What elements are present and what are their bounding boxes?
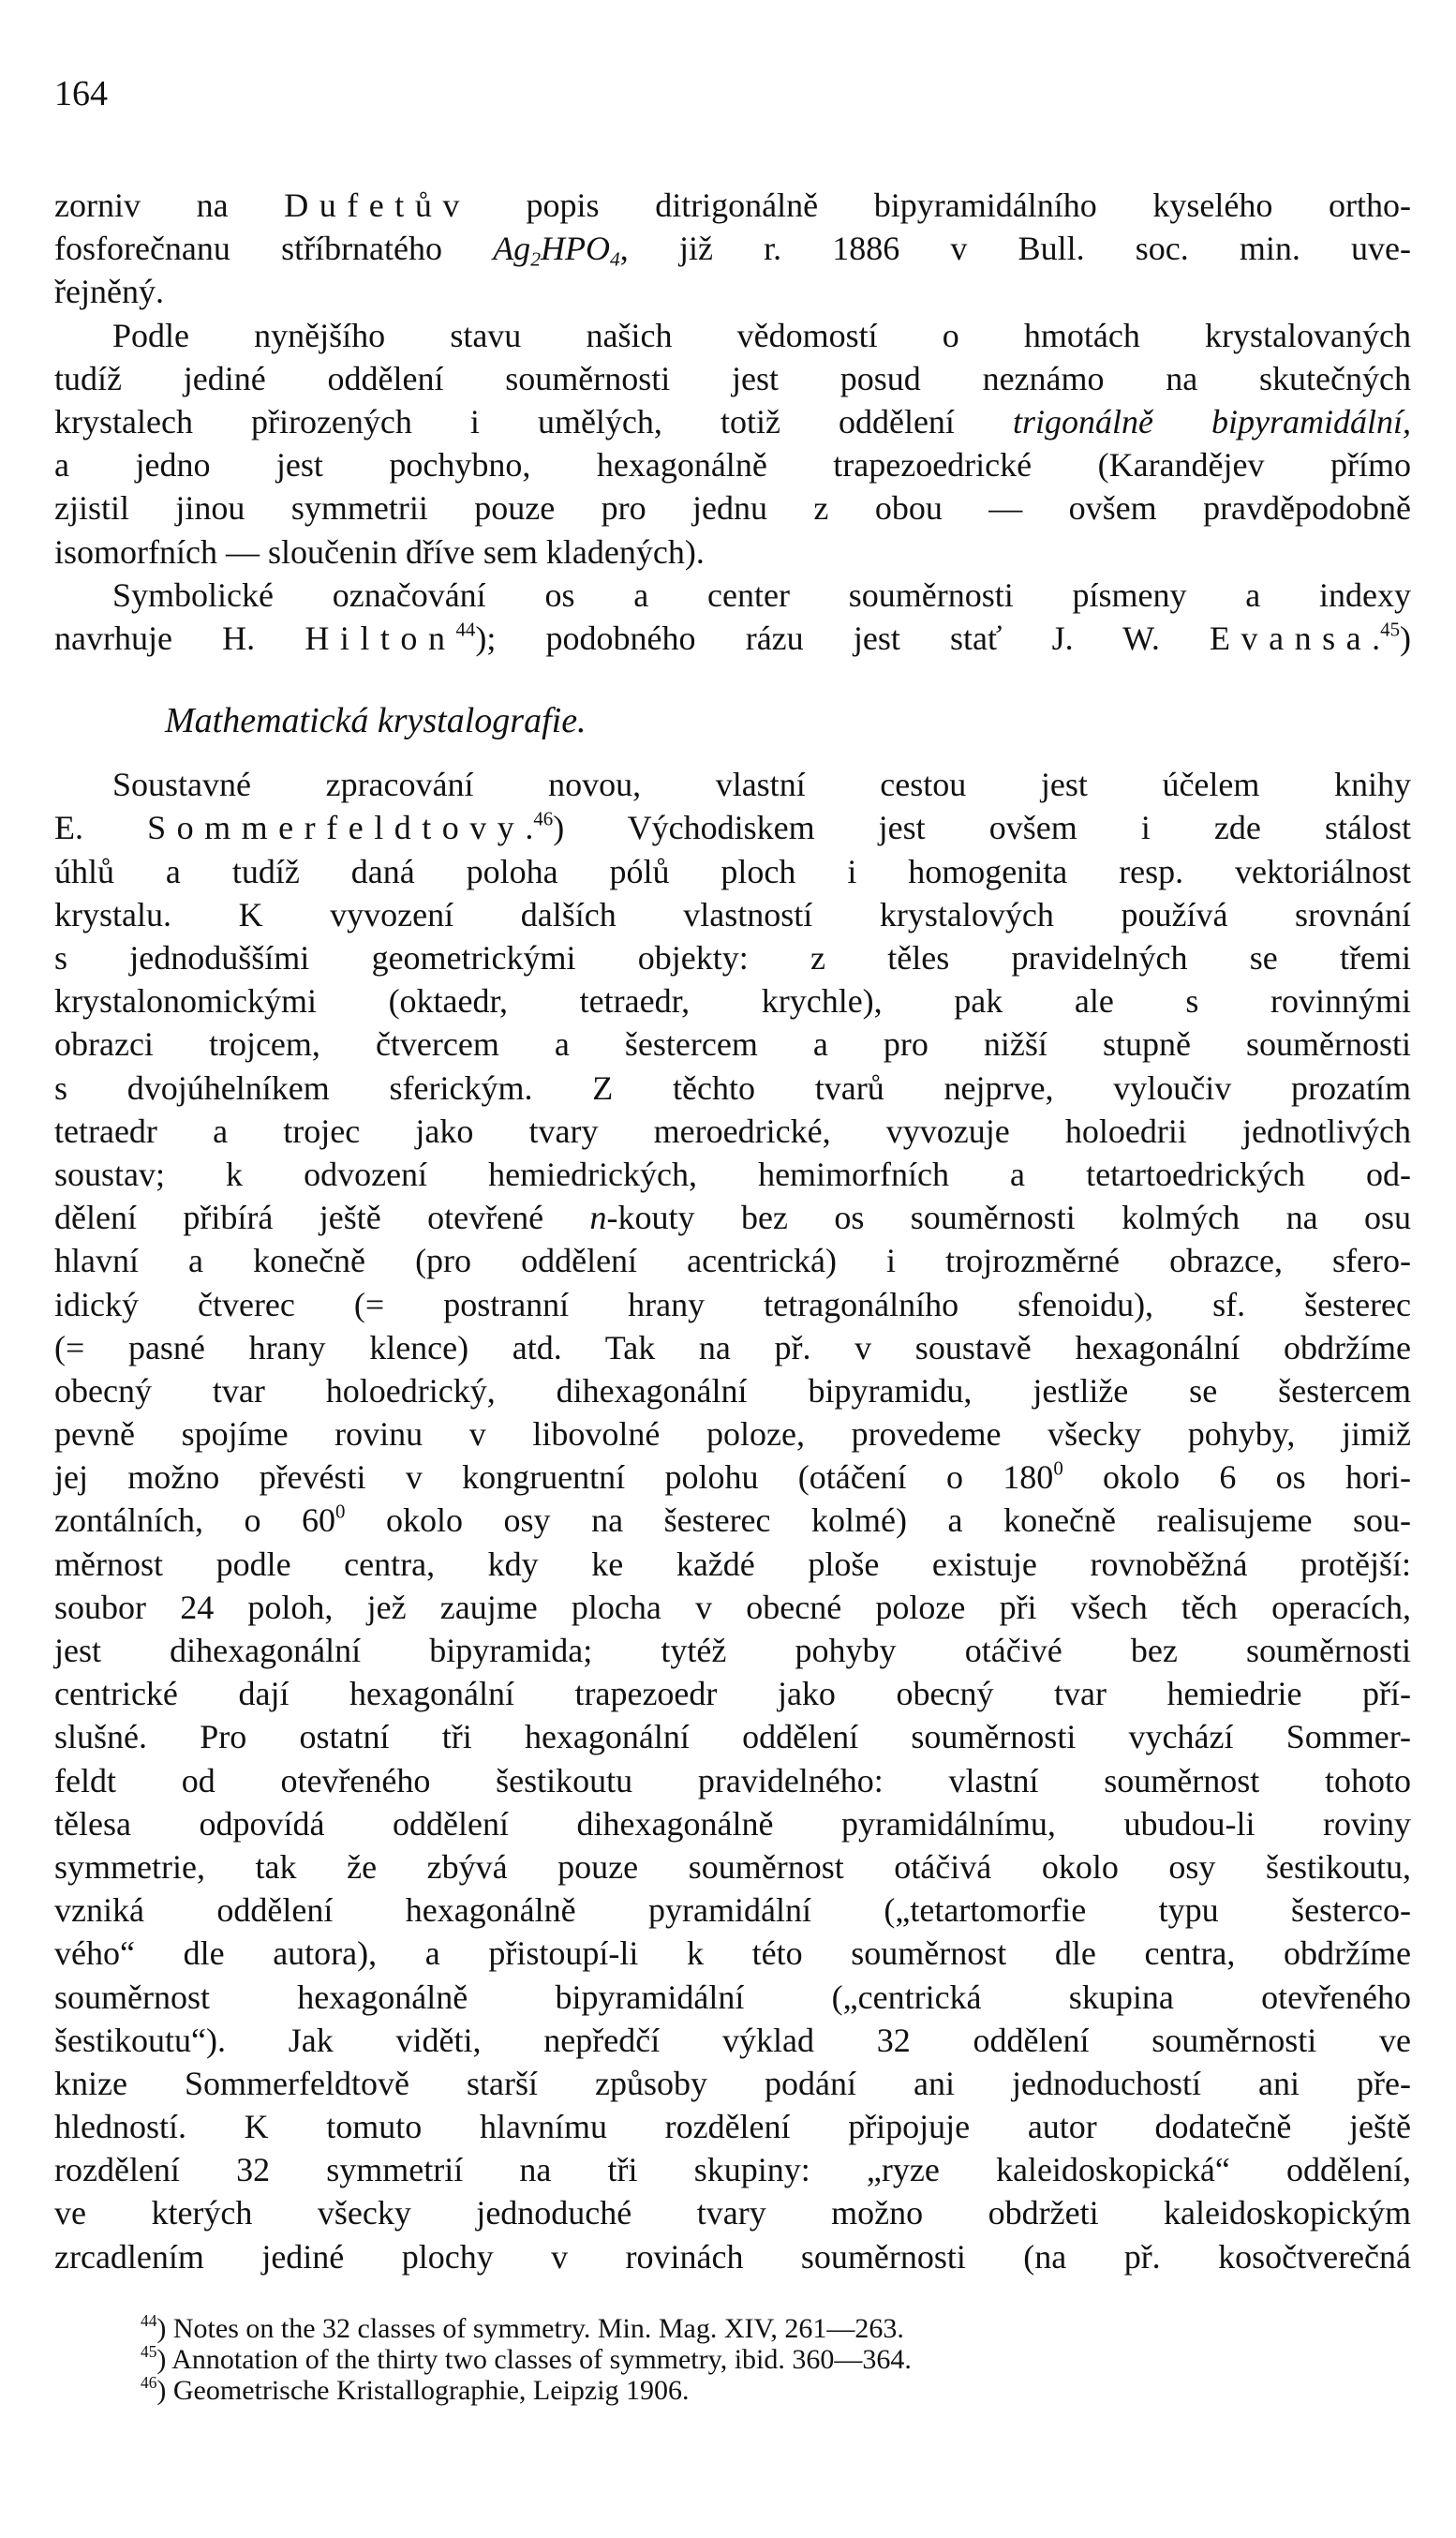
text-line: zontálních, o $60^0$ okolo osy na šesterec kolmé) a konečně realisujeme sou-: [54, 1500, 1411, 1540]
text-line: vzniká oddělení hexagonálně pyramidální („tetartomorfie typu šesterco-: [54, 1891, 1411, 1930]
text-line: krystalech přirozených i umělých, totiž oddělení trigonálně bipyramidální,: [54, 402, 1411, 440]
text-line: soubor 24 poloh, jež zaujme plocha v obecné poloze při všech těch operacích,: [54, 1588, 1411, 1626]
text-line: tetraedr a trojec jako tvary meroedrické, vyvozuje holoedrii jednotlivých: [54, 1112, 1411, 1150]
text-line: dělení přibírá ještě otevřené n-kouty bez os souměrnosti kolmých na osu: [54, 1199, 1412, 1237]
text-line: soustav; k odvození hemiedrických, hemimorfních a tetartoedrických od-: [54, 1155, 1411, 1193]
body-text: [54, 184, 1411, 2278]
text-line: feldt od otevřeného šestikoutu pravidelného: vlastní souměrnost tohoto: [54, 1761, 1411, 1799]
page-number: 164: [54, 74, 108, 113]
text-line: úhlů a tudíž daná poloha pólů ploch i homogenita resp. vektoriálnost: [54, 852, 1411, 890]
footnote: $^{45}$) Annotation of the thirty two classes of symmetry, ibid. 360—364.: [141, 2341, 912, 2375]
text-line: obecný tvar holoedrický, dihexagonální bipyramidu, jestliže se šestercem: [54, 1371, 1411, 1410]
emphasis: trigonálně bipyramidální,: [1012, 402, 1411, 440]
text-line: zrcadlením jediné plochy v rovinách souměrnosti (na př. kosočtverečná: [54, 2237, 1411, 2276]
text-line: šestikoutu“). Jak viděti, nepředčí výklad 32 oddělení souměrnosti ve: [54, 2021, 1411, 2059]
text-line: s jednoduššími geometrickými objekty: z těles pravidelných se třemi: [54, 939, 1411, 977]
text-line: vého“ dle autora), a přistoupí-li k této souměrnost dle centra, obdržíme: [54, 1934, 1411, 1973]
text-line: E. Sommerfeldtovy.$^{46}$) Východiskem jest ovšem i zde stálost: [54, 807, 1411, 847]
footnote-number: 44: [141, 2310, 157, 2330]
footnote: $^{46}$) Geometrische Kristallographie, Leipzig 1906.: [141, 2372, 690, 2406]
footnote-number: 45: [141, 2341, 157, 2361]
text-line: tudíž jediné oddělení souměrnosti jest posud neznámo na skutečných: [54, 359, 1411, 397]
text-line: pevně spojíme rovinu v libovolné poloze, provedeme všecky pohyby, jimiž: [54, 1415, 1411, 1454]
author-name: Sommerfeldtovy: [147, 809, 526, 847]
text-line: isomorfních — sloučenin dříve sem kladených).: [54, 532, 705, 571]
text-line: navrhuje H. Hilton$^{44}$); podobného rázu jest stať J. W. Evansa.$^{45}$): [54, 618, 1411, 657]
text-line: Podle nynějšího stavu našich vědomostí o hmotách krystalovaných: [112, 316, 1411, 354]
text-line: krystalonomickými (oktaedr, tetraedr, krychle), pak ale s rovinnými: [54, 982, 1411, 1021]
text-line: tělesa odpovídá oddělení dihexagonálně pyramidálnímu, ubudou-li roviny: [54, 1804, 1411, 1843]
footnote-ref: 45: [1380, 618, 1400, 641]
text-line: krystalu. K vyvození dalších vlastností krystalových používá srovnání: [54, 895, 1411, 933]
footnote-number: 46: [141, 2372, 157, 2392]
text-line: hledností. K tomuto hlavnímu rozdělení připojuje autor dodatečně ještě: [54, 2108, 1411, 2146]
text-line: souměrnost hexagonálně bipyramidální („centrická skupina otevřeného: [54, 1978, 1411, 2016]
text-line: ve kterých všecky jednoduché tvary možno obdržeti kaleidoskopickým: [54, 2194, 1411, 2232]
text-line: jej možno převésti v kongruentní polohu (otáčení o $180^0$ okolo 6 os hori-: [54, 1456, 1411, 1497]
text-line: zorniv na Dufetův popis ditrigonálně bipyramidálního kyselého ortho-: [54, 187, 1412, 224]
text-line: zjistil jinou symmetrii pouze pro jednu z obou — ovšem pravděpodobně: [54, 489, 1411, 528]
footnote-ref: 46: [533, 807, 554, 830]
footnote: $^{44}$) Notes on the 32 classes of symmetry. Min. Mag. XIV, 261—263.: [141, 2310, 904, 2344]
text-line: symmetrie, tak že zbývá pouze souměrnost otáčivá okolo osy šestikoutu,: [54, 1847, 1411, 1886]
text-line: a jedno jest pochybno, hexagonálně trapezoedrické (Karandějev přímo: [54, 446, 1411, 485]
author-name: Evansa: [1210, 619, 1373, 657]
footnotes: [141, 2310, 1340, 2406]
section-heading: Mathematická krystalografie.: [165, 701, 587, 741]
text-line: rozdělení 32 symmetrií na tři skupiny: „ryze kaleidoskopická“ oddělení,: [54, 2151, 1411, 2189]
text-line: slušné. Pro ostatní tři hexagonální oddělení souměrnosti vychází Sommer-: [54, 1718, 1411, 1756]
text-line: Soustavné zpracování novou, vlastní cestou jest účelem knihy: [112, 766, 1411, 804]
text-line: idický čtverec (= postranní hrany tetragonálního sfenoidu), sf. šesterec: [54, 1285, 1411, 1323]
author-name: Hilton: [305, 619, 456, 657]
footnote-ref: 44: [455, 618, 476, 641]
text-line: knize Sommerfeldtově starší způsoby podání ani jednoduchostí ani pře-: [54, 2064, 1411, 2102]
text-line: s dvojúhelníkem sferickým. Z těchto tvarů nejprve, vyloučiv prozatím: [54, 1068, 1411, 1107]
text-line: hlavní a konečně (pro oddělení acentrická) i trojrozměrné obrazce, sfero-: [54, 1242, 1411, 1280]
text-line: řejněný.: [54, 273, 164, 311]
text-line: jest dihexagonální bipyramida; tytéž pohyby otáčivé bez souměrnosti: [54, 1632, 1411, 1669]
text-line: centrické dají hexagonální trapezoedr jako obecný tvar hemiedrie pří-: [54, 1675, 1411, 1713]
text-line: Symbolické označování os a center souměrnosti písmeny a indexy: [112, 575, 1411, 614]
text-line: měrnost podle centra, kdy ke každé ploše existuje rovnoběžná protější:: [54, 1545, 1411, 1583]
author-name: Dufetův: [284, 187, 470, 224]
text-line: obrazci trojcem, čtvercem a šestercem a pro nižší stupně souměrnosti: [54, 1025, 1411, 1064]
text-line: fosforečnanu stříbrnatého $Ag_2HPO_4$, již r. 1886 v Bull. soc. min. uve-: [54, 230, 1412, 271]
chemical-formula: $Ag_2HPO_4$: [493, 230, 620, 271]
text-line: (= pasné hrany klence) atd. Tak na př. v soustavě hexagonální obdržíme: [54, 1328, 1411, 1366]
